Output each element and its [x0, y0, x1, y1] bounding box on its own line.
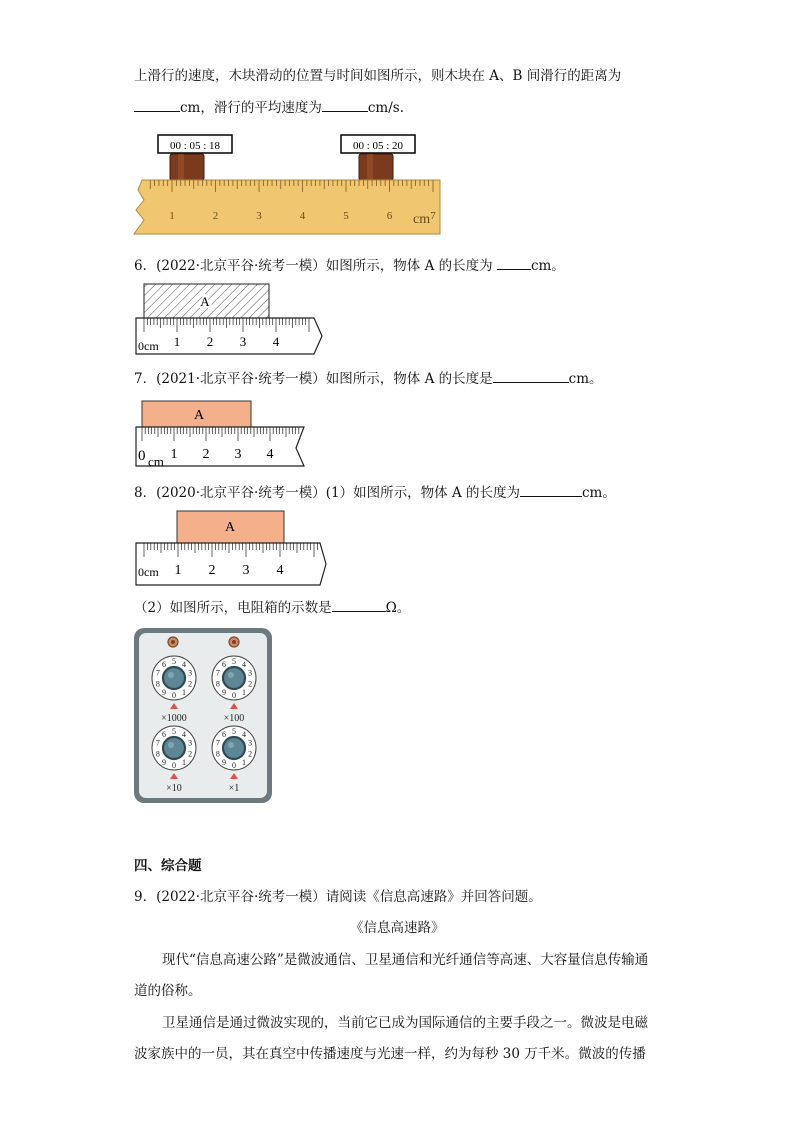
object-a-label: A — [200, 294, 210, 309]
q6-ruler-figure — [132, 282, 328, 358]
q8-ruler-figure — [132, 508, 332, 588]
dial-multiplier: ×10 — [166, 783, 182, 794]
dial-digit: 0 — [232, 761, 236, 770]
dial-digit: 6 — [222, 730, 227, 740]
article-p2-line1: 卫星通信是通过微波实现的，当前它已成为国际通信的主要手段之一。微波是电磁 — [162, 1015, 648, 1031]
ruler-tick-label: 1 — [169, 210, 175, 222]
resistance-box — [132, 626, 274, 806]
q8-question: 8．(2020·北京平谷·统考一模）(1）如图所示，物体 A 的长度为 — [134, 485, 520, 501]
dial-digit: 2 — [188, 679, 193, 689]
ruler-zero-label: 0cm — [138, 565, 159, 579]
answer-blank[interactable] — [134, 97, 180, 112]
q7-question: 7．(2021·北京平谷·统考一模）如图所示，物体 A 的长度是 — [134, 371, 493, 387]
article-p2-line2: 波家族中的一员，其在真空中传播速度与光速一样，约为每秒 30 万千米。微波的传播 — [134, 1046, 646, 1062]
ruler-tick-label: 4 — [266, 447, 274, 462]
dial-digit: 1 — [181, 757, 186, 767]
ruler-tick-label: 3 — [242, 563, 250, 578]
ruler-tick-label: 4 — [272, 334, 280, 349]
ruler-tick-label: 1 — [173, 334, 181, 349]
dial-knob[interactable] — [163, 737, 185, 759]
q8-text — [134, 482, 616, 503]
dial-digit: 3 — [188, 668, 193, 678]
dial-digit: 6 — [162, 730, 167, 740]
dial-digit: 5 — [172, 727, 176, 736]
dial-knob[interactable] — [163, 667, 185, 689]
timer-a: 00 : 05 : 18 — [169, 140, 221, 152]
dial-digit: 4 — [181, 660, 186, 670]
article-p1-line1: 现代“信息高速公路”是微波通信、卫星通信和光纤通信等高速、大容量信息传输通 — [162, 952, 649, 968]
q7-text — [134, 368, 603, 389]
dial-digit: 1 — [241, 687, 246, 697]
dial-digit: 3 — [248, 738, 253, 748]
block-b — [359, 154, 393, 180]
q8-unit: cm。 — [581, 485, 616, 501]
dial-digit: 8 — [155, 679, 160, 689]
article-p1-line2: 道的俗称。 — [134, 983, 202, 999]
dial-digit: 4 — [241, 730, 246, 740]
section-heading: 四、综合题 — [134, 858, 202, 874]
dial-digit: 5 — [232, 657, 236, 666]
dial-digit: 5 — [172, 657, 176, 666]
q9-text: 9．(2022·北京平谷·统考一模）请阅读《信息高速路》并回答问题。 — [134, 889, 542, 905]
q5-line2-end: cm/s. — [367, 100, 405, 116]
q7-ruler-figure — [132, 398, 312, 472]
wood-ruler — [134, 180, 440, 234]
wood-ruler-unit: cm — [413, 212, 431, 227]
dial-digit: 9 — [162, 687, 167, 697]
dial-digit: 0 — [172, 691, 176, 700]
dial-knob[interactable] — [223, 737, 245, 759]
dial-digit: 7 — [215, 668, 220, 678]
q5-text-line1: 上滑行的速度，木块滑动的位置与时间如图所示，则木块在 A、B 间滑行的距离为 — [134, 68, 622, 84]
q8-part2-text — [134, 597, 410, 618]
ruler-tick-label: 1 — [170, 447, 178, 462]
ruler-tick-label: 3 — [239, 334, 247, 349]
q6-unit: cm。 — [530, 258, 565, 274]
dial-digit: 7 — [155, 738, 160, 748]
q5-ruler-figure — [130, 130, 450, 240]
article-title: 《信息高速路》 — [350, 920, 445, 936]
dial-digit: 1 — [241, 757, 246, 767]
object-a-label: A — [224, 520, 236, 535]
ruler-zero-label: 0cm — [138, 339, 159, 353]
answer-blank[interactable] — [493, 368, 569, 383]
dial-digit: 0 — [232, 691, 236, 700]
dial-digit: 7 — [155, 668, 160, 678]
dial-multiplier: ×100 — [223, 713, 245, 724]
ruler-tick-label: 3 — [256, 210, 262, 222]
q6-question: 6．(2022·北京平谷·统考一模）如图所示，物体 A 的长度为 — [134, 258, 493, 274]
dial-digit: 8 — [215, 749, 220, 759]
dial-digit: 3 — [248, 668, 253, 678]
ruler-zero-label: 0 — [138, 448, 146, 464]
dial-digit: 9 — [162, 757, 167, 767]
dial-digit: 5 — [232, 727, 236, 736]
answer-blank[interactable] — [520, 482, 582, 497]
dial-digit: 9 — [222, 757, 227, 767]
dial-digit: 6 — [222, 660, 227, 670]
dial-digit: 0 — [172, 761, 176, 770]
q6-text — [134, 255, 565, 276]
q8-part2-unit: Ω。 — [385, 600, 411, 616]
ruler-tick-label: 4 — [276, 563, 284, 578]
dial-digit: 3 — [188, 738, 193, 748]
object-a-label: A — [193, 408, 205, 423]
ruler-tick-label: 4 — [299, 210, 306, 222]
dial-digit: 9 — [222, 687, 227, 697]
dial-digit: 8 — [155, 749, 160, 759]
answer-blank[interactable] — [322, 97, 368, 112]
q5-line2-mid: cm，滑行的平均速度为 — [180, 100, 322, 116]
timer-b: 00 : 05 : 20 — [352, 140, 404, 152]
ruler-unit-label: cm — [148, 454, 164, 469]
dial-digit: 4 — [181, 730, 186, 740]
resistance-box-panel — [139, 633, 267, 798]
dial-knob[interactable] — [223, 667, 245, 689]
q7-unit: cm。 — [568, 371, 603, 387]
answer-blank[interactable] — [497, 255, 531, 270]
ruler-tick-label: 2 — [212, 210, 219, 222]
dial-digit: 1 — [181, 687, 186, 697]
answer-blank[interactable] — [332, 597, 386, 612]
dial-digit: 8 — [215, 679, 220, 689]
ruler-tick-label: 2 — [206, 334, 214, 349]
block-a — [170, 154, 204, 180]
ruler-tick-label: 2 — [202, 447, 210, 462]
dial-digit: 6 — [162, 660, 167, 670]
dial-digit: 2 — [188, 749, 193, 759]
dial-digit: 2 — [248, 749, 253, 759]
dial-multiplier: ×1 — [228, 783, 240, 794]
ruler-tick-label: 1 — [174, 563, 182, 578]
ruler-tick-label: 7 — [430, 210, 436, 222]
ruler-tick-label: 2 — [208, 563, 216, 578]
dial-digit: 4 — [241, 660, 246, 670]
ruler-tick-label: 5 — [343, 210, 349, 222]
dial-digit: 7 — [215, 738, 220, 748]
dial-multiplier: ×1000 — [161, 713, 187, 724]
q5-text-line2 — [134, 97, 404, 118]
ruler-tick-label: 6 — [386, 210, 393, 222]
ruler-tick-label: 3 — [234, 447, 242, 462]
q8-part2-question: （2）如图所示，电阻箱的示数是 — [134, 600, 332, 616]
dial-digit: 2 — [248, 679, 253, 689]
